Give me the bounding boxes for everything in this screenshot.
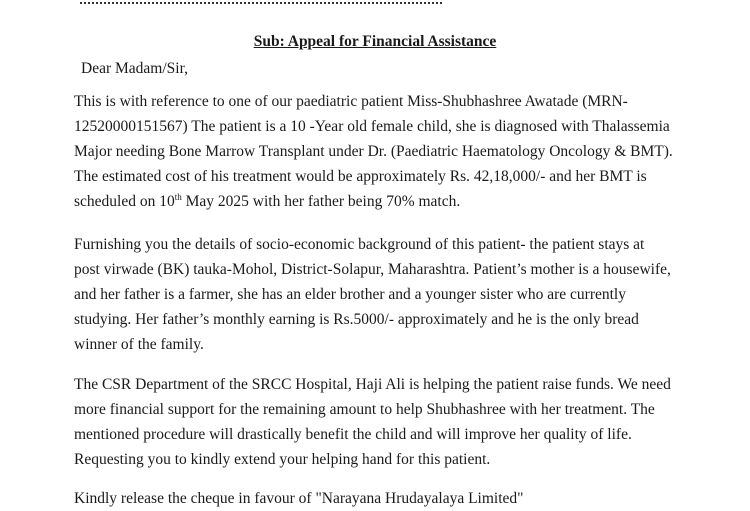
paragraph-line: This is with reference to one of our paediatric patient Miss-Shubhashree Awatade (MRN- <box>74 93 628 110</box>
paragraph-background <box>74 232 742 357</box>
paragraph-line: winner of the family. <box>74 336 204 353</box>
dotted-separator <box>80 2 442 4</box>
paragraph-line: studying. Her father’s monthly earning is Rs.5000/- approximately and he is the only bread <box>74 311 639 328</box>
paragraph-line-schedule <box>74 189 742 214</box>
paragraph-appeal <box>74 372 742 472</box>
subject-text: Sub: Appeal for Financial Assistance <box>253 33 497 50</box>
letter-subject <box>0 33 750 51</box>
paragraph-line: Furnishing you the details of socio-economic background of this patient- the patient stays at <box>74 236 645 253</box>
paragraph-line: Kindly release the cheque in favour of "Narayana Hrudayalaya Limited" <box>74 490 524 507</box>
paragraph-cheque-instruction <box>74 486 742 511</box>
paragraph-line: and her father is a farmer, she has an elder brother and a younger sister who are currently <box>74 286 626 303</box>
paragraph-line: 12520000151567) The patient is a 10 -Year old female child, she is diagnosed with Thalassemia <box>74 118 670 135</box>
paragraph-line: The CSR Department of the SRCC Hospital, Haji Ali is helping the patient raise funds. We need <box>74 376 671 393</box>
paragraph-patient-details <box>74 89 742 214</box>
paragraph-line: more financial support for the remaining amount to help Shubhashree with her treatment. The <box>74 401 655 418</box>
schedule-text-after: May 2025 with her father being 70% match. <box>181 193 461 210</box>
salutation: Dear Madam/Sir, <box>81 60 188 77</box>
schedule-text-before: scheduled on 10 <box>74 193 175 210</box>
paragraph-line: Requesting you to kindly extend your helping hand for this patient. <box>74 451 491 468</box>
paragraph-line: post virwade (BK) tauka-Mohol, District-Solapur, Maharashtra. Patient’s mother is a housewife, <box>74 261 671 278</box>
paragraph-line: The estimated cost of his treatment would be approximately Rs. 42,18,000/- and her BMT is <box>74 168 647 185</box>
schedule-ordinal-suffix: th <box>174 191 182 202</box>
paragraph-line: mentioned procedure will drastically benefit the child and will improve her quality of life. <box>74 426 632 443</box>
paragraph-line: Major needing Bone Marrow Transplant under Dr. (Paediatric Haematology Oncology & BMT). <box>74 143 673 160</box>
